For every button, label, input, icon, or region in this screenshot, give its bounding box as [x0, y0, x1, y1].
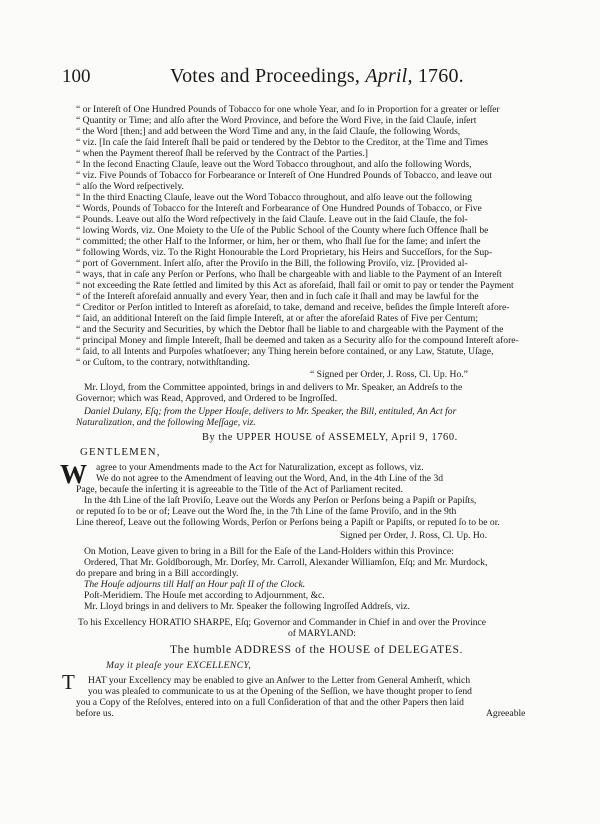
- text-line: Poſt-Meridiem. The Houſe met according to Adjournment, &c.: [84, 590, 325, 601]
- text-line: “ or Intereſt of One Hundred Pounds of Tobacco for one whole Year, and ſo in Proportion for a greater or leſſer: [76, 104, 500, 115]
- page-number: 100: [62, 66, 91, 87]
- address-title: The humble ADDRESS of the HOUSE of DELEGATES.: [170, 643, 463, 656]
- text-line: “ following Words, viz. To the Right Honourable the Lord Proprietary, his Heirs and Succeſſors, for the Sup-: [76, 247, 493, 258]
- text-line: “ or Cuſtom, to the contrary, notwithſtanding.: [76, 357, 250, 368]
- text-line: “ ways, that in caſe any Perſon or Perſons, who ſhall be chargeable with and liable to the Payment of an Intereſt: [76, 269, 502, 280]
- text-line: “ and the Security and Securities, by which the Debtor ſhall be liable to and chargeable with the Payment of the: [76, 324, 504, 335]
- signature-line: Signed per Order, J. Ross, Cl. Up. Ho.: [340, 530, 487, 541]
- text-line: you was pleaſed to communicate to us at the Opening of the Seſſion, we have thought proper to ſend: [88, 686, 472, 697]
- text-line: “ committed; the other Half to the Informer, or him, her or them, who ſhall ſue for the ſame; and inſert the: [76, 236, 481, 247]
- text-line: The Houſe adjourns till Half an Hour paſt II of the Clock.: [84, 579, 306, 590]
- page-header: [62, 66, 532, 90]
- upper-house-heading: By the UPPER HOUSE of ASSEMELY, April 9, 1760.: [202, 432, 458, 443]
- signature-line: “ Signed per Order, J. Ross, Cl. Up. Ho.”: [310, 369, 468, 380]
- running-title: [170, 65, 464, 88]
- text-line: “ Creditor or Perſon intitled to Intereſt as aforeſaid, to take, demand and receive, beſides the ſimple Intereſt afore-: [76, 302, 510, 313]
- text-line: “ viz. Five Pounds of Tobacco for Forbearance or Intereſt of One Hundred Pounds of Tobacco, and leave out: [76, 170, 493, 181]
- text-line: HAT your Excellency may be enabled to give an Anſwer to the Letter from General Amherſt, which: [88, 675, 471, 686]
- text-line: “ lowing Words, viz. One Moiety to the Uſe of the Public School of the County where ſuch Offence ſhall be: [76, 225, 489, 236]
- title-year: 1760.: [412, 65, 464, 87]
- text-line: or reputed ſo to be or of; Leave out the Word ſhe, in the 7th Line of the ſame Proviſo, and in the 9th: [76, 506, 457, 517]
- text-line: “ alſo the Word reſpectively.: [76, 181, 184, 192]
- text-line: “ of the Intereſt aforeſaid annually and every Year, then and in ſuch caſe it ſhall and may be lawful for the: [76, 291, 479, 302]
- text-line: “ Quantity or Time; and alſo after the Word Province, and before the Word Five, in the ſaid Clauſe, inſert: [76, 115, 477, 126]
- text-line: “ not exceeding the Rate ſettled and limited by this Act as aforeſaid, ſhall fail or omit to pay or tender the Payment: [76, 280, 514, 291]
- text-line: “ Words, Pounds of Tobacco for the Intereſt and Forbearance of One Hundred Pounds of Tobacco, or Five: [76, 203, 482, 214]
- text-line: “ port of Government. Inſert alſo, after the Proviſo in the Bill, the following Proviſo, viz. [Provided al-: [76, 258, 468, 269]
- text-line: Mr. Lloyd, from the Committee appointed, brings in and delivers to Mr. Speaker, an Addreſs to the: [84, 382, 463, 393]
- text-line: before us.: [76, 708, 114, 719]
- drop-cap: T: [62, 670, 75, 694]
- text-line: “ viz. [In caſe the ſaid Intereſt ſhall be paid or tendered by the Debtor to the Creditor, at the Time and Times: [76, 137, 489, 148]
- text-line: In the 4th Line of the laſt Proviſo, Leave out the Words any Perſon or Perſons being a Papiſt or Papiſts,: [84, 495, 477, 506]
- title-month: April,: [365, 65, 413, 87]
- text-line: Line thereof, Leave out the following Words, Perſon or Perſons being a Papiſt or Papiſts, or reputed ſo to be or.: [76, 517, 500, 528]
- address-recipient: of MARYLAND:: [288, 628, 356, 639]
- address-salutation: May it pleaſe your EXCELLENCY,: [106, 660, 252, 671]
- text-line: On Motion, Leave given to bring in a Bill for the Eaſe of the Land-Holders within this Province:: [84, 546, 454, 557]
- text-line: “ the Word [then;] and add between the Word Time and any, in the ſaid Clauſe, the following Words,: [76, 126, 461, 137]
- text-line: do prepare and bring in a Bill accordingly.: [76, 568, 239, 579]
- text-line: “ Pounds. Leave out alſo the Word reſpectively in the ſaid Clauſe. Leave out in the ſaid Clauſe, the fol-: [76, 214, 468, 225]
- text-line: you a Copy of the Reſolves, entered into on a full Conſideration of that and the other Papers then laid: [76, 697, 464, 708]
- salutation: GENTLEMEN,: [80, 446, 161, 458]
- text-line: Naturalization, and the following Meſſage, viz.: [76, 417, 256, 428]
- text-line: “ when the Payment thereof ſhall be reſerved by the Contract of the Parties.]: [76, 148, 368, 159]
- text-line: Governor; which was Read, Approved, and Ordered to be Ingroſſed.: [76, 393, 338, 404]
- text-line: “ principal Money and ſimple Intereſt, ſhall be deemed and taken as a Security alſo for the compound Intereſt afore-: [76, 335, 519, 346]
- text-line: Mr. Lloyd brings in and delivers to Mr. Speaker the following Ingroſſed Addreſs, viz.: [84, 601, 410, 612]
- text-line: Page, becauſe the inſerting it is agreeable to the Title of the Act of Parliament recited.: [76, 484, 403, 495]
- drop-cap: W: [60, 459, 87, 489]
- title-text: Votes and Proceedings,: [170, 65, 366, 87]
- text-line: “ ſaid, an additional Intereſt on the ſaid ſimple Intereſt, at or after the aforeſaid Rates of Five per Centum;: [76, 313, 478, 324]
- text-line: agree to your Amendments made to the Act for Naturalization, except as follows, viz.: [96, 462, 424, 473]
- text-line: We do not agree to the Amendment of leaving out the Word, And, in the 4th Line of the 3d: [96, 473, 444, 484]
- catchword: Agreeable: [486, 708, 526, 719]
- text-line: Daniel Dulany, Eſq; from the Upper Houſe, delivers to Mr. Speaker, the Bill, entituled, An Act for: [84, 406, 457, 417]
- text-line: Ordered, That Mr. Goldſborough, Mr. Dorſey, Mr. Carroll, Alexander Williamſon, Eſq; and Mr. Murdock,: [84, 557, 488, 568]
- text-line: “ In the third Enacting Clauſe, leave out the Word Tobacco throughout, and alſo leave out the following: [76, 192, 472, 203]
- text-line: “ ſaid, to all Intents and Purpoſes whatſoever; any Thing herein before contained, or any Law, Statute, Uſage,: [76, 346, 494, 357]
- text-line: “ In the ſecond Enacting Clauſe, leave out the Word Tobacco throughout, and alſo the following Words,: [76, 159, 472, 170]
- address-recipient: To his Excellency HORATIO SHARPE, Eſq; Governor and Commander in Chief in and over the Province: [78, 617, 487, 628]
